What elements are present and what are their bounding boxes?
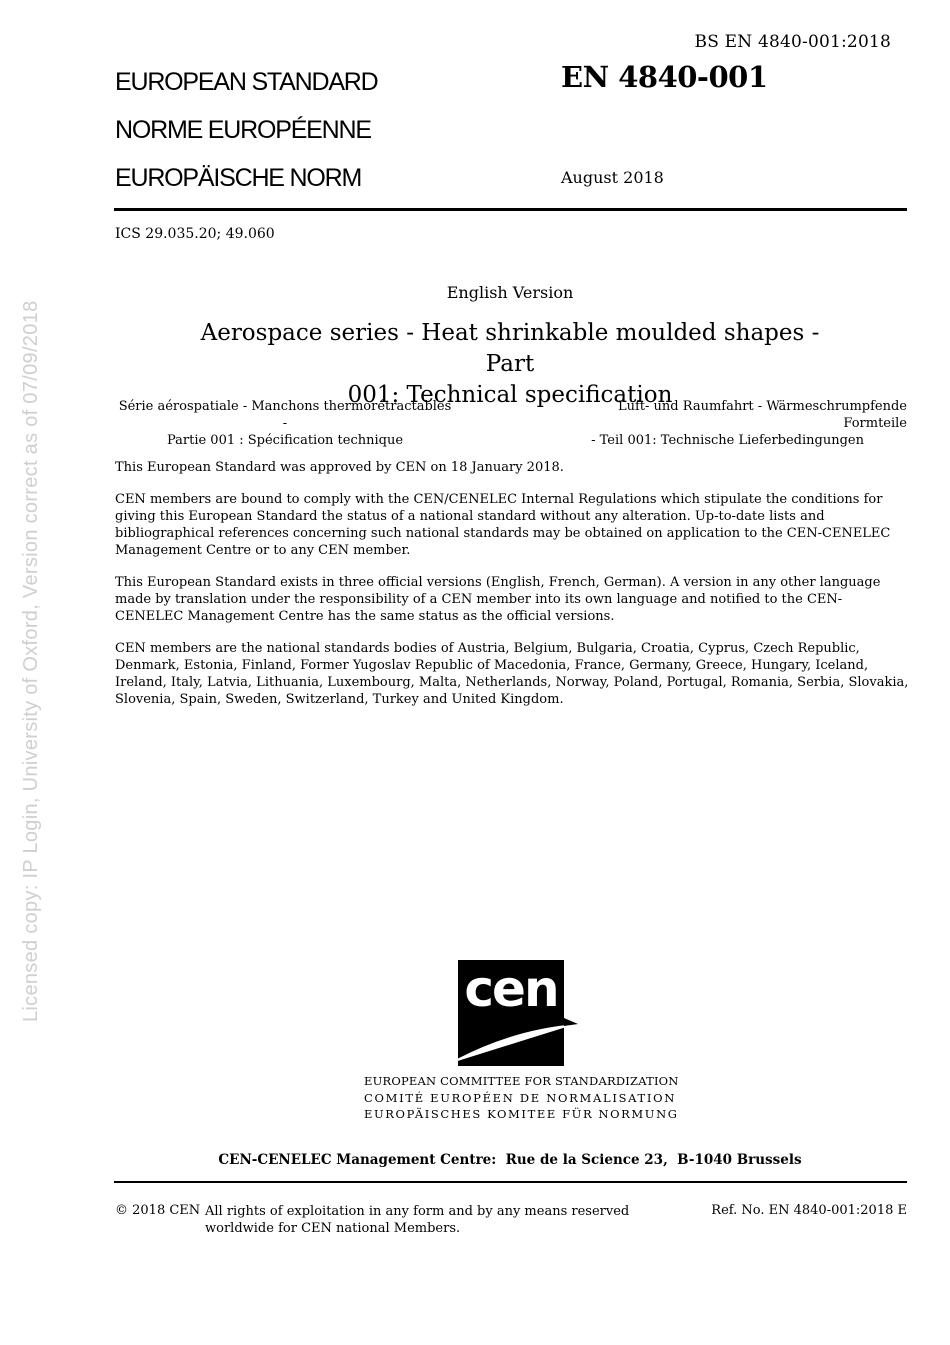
members-paragraph: CEN members are the national standards bodies of Austria, Belgium, Bulgaria, Croatia, Cyprus, Czech Republic, Denmark, Estonia, Finland, Former Yugoslav Republic of Macedonia, France, Germany, Greece, Hungary, Iceland, Ireland, Italy, Latvia, Lithuania, Luxembourg, Malta, Netherlands, Norway, Poland, Portugal, Romania, Serbia, Slovakia, Slovenia, Spain, Sweden, Switzerland, Turkey and United Kingdom. — [115, 641, 909, 707]
copyright-notice: © 2018 CEN — [115, 1203, 201, 1218]
committee-french: COMITÉ EUROPÉEN DE NORMALISATION — [364, 1090, 677, 1105]
reference-number: Ref. No. EN 4840-001:2018 E — [711, 1203, 907, 1218]
en-number: EN 4840-001 — [561, 60, 768, 94]
bottom-divider — [114, 1181, 907, 1183]
cen-logo-icon — [458, 960, 578, 1066]
rights-line-1: All rights of exploitation in any form and by any means reserved — [205, 1204, 630, 1219]
compliance-paragraph: CEN members are bound to comply with the CEN/CENELEC Internal Regulations which stipulate the conditions for giving this European Standard the status of a national standard without any alteration. Up-to-date lists and bibliographical references concerning such national standards may be obtained on application to the CEN-CENELEC Management Centre or to any CEN member. — [115, 492, 891, 558]
document-title-line-1: Aerospace series - Heat shrinkable moulded shapes - Part — [200, 320, 820, 377]
versions-paragraph: This European Standard exists in three official versions (English, French, German). A version in any other language made by translation under the responsibility of a CEN member into its own language and notified to the CEN-CENELEC Management Centre has the same status as the official versions. — [115, 575, 881, 624]
title-english: EUROPEAN STANDARD — [115, 68, 378, 96]
german-title-line-1: Luft- und Raumfahrt - Wärmeschrumpfende Formteile — [617, 399, 907, 431]
standard-titles — [115, 64, 378, 208]
top-divider — [114, 208, 907, 211]
license-watermark: Licensed copy: IP Login, University of Oxford, Version correct as of 07/09/2018 — [20, 300, 42, 1022]
management-centre-address: CEN-CENELEC Management Centre: Rue de la Science 23, B-1040 Brussels — [218, 1152, 802, 1168]
ics-codes: ICS 29.035.20; 49.060 — [115, 226, 275, 242]
approval-paragraph: This European Standard was approved by CEN on 18 January 2018. — [115, 460, 564, 475]
committee-german: EUROPÄISCHES KOMITEE FÜR NORMUNG — [364, 1107, 679, 1121]
bs-document-code: BS EN 4840-001:2018 — [694, 32, 891, 52]
german-title — [560, 398, 907, 449]
french-title-line-1: Série aérospatiale - Manchons thermorétractables - — [118, 399, 452, 431]
body-text — [115, 459, 910, 723]
title-german: EUROPÄISCHE NORM — [115, 164, 362, 192]
committee-english: EUROPEAN COMMITTEE FOR STANDARDIZATION — [364, 1074, 679, 1088]
rights-line-2: worldwide for CEN national Members. — [205, 1221, 461, 1236]
version-label: English Version — [446, 283, 574, 302]
title-french: NORME EUROPÉENNE — [115, 116, 371, 144]
committee-names — [364, 1073, 679, 1123]
german-title-line-2: - Teil 001: Technische Lieferbedingungen — [591, 433, 864, 448]
cen-logo-text: cen — [464, 960, 558, 1018]
publication-date: August 2018 — [561, 168, 664, 187]
french-title — [115, 398, 455, 449]
french-title-line-2: Partie 001 : Spécification technique — [166, 433, 404, 448]
document-title-line-2: 001: Technical specification — [347, 382, 673, 408]
rights-statement — [205, 1203, 629, 1237]
